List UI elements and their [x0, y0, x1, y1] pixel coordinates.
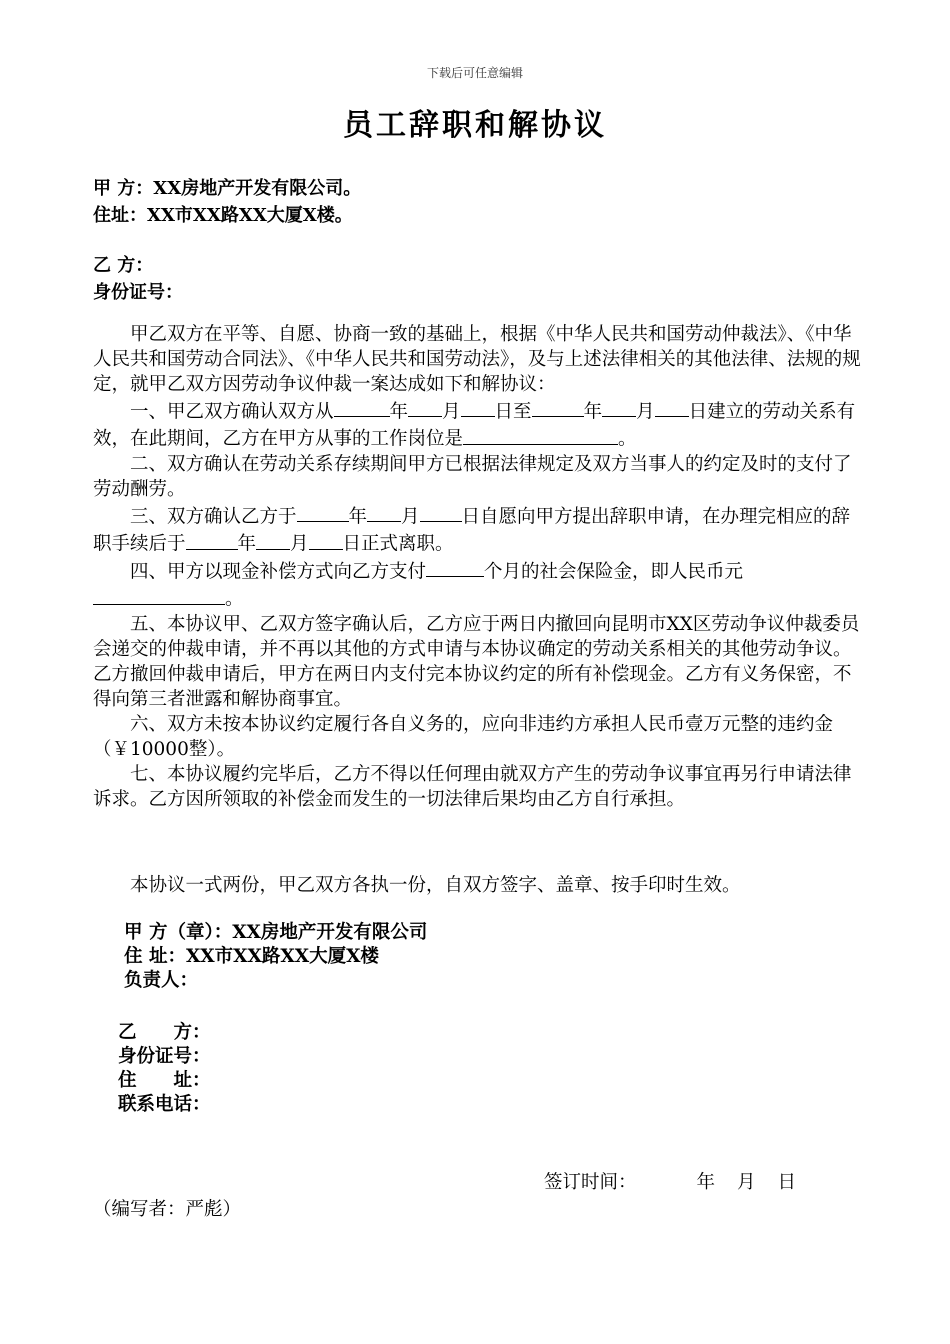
- clause-7: 七、本协议履约完毕后，乙方不得以任何理由就双方产生的劳动争议事宜再另行申请法律诉求。乙方因所领取的补偿金而发生的一切法律后果均由乙方自行承担。: [93, 763, 852, 810]
- document-title: 员工辞职和解协议: [343, 108, 607, 143]
- clause-4: 四、甲方以现金补偿方式向乙方支付 个月的社会保险金，即人民币元。: [93, 557, 863, 612]
- clause-5: 五、本协议甲、乙双方签字确认后，乙方应于两日内撤回向昆明市XX区劳动争议仲裁委员会递交的仲裁申请，并不再以其他的方式申请与本协议确定的劳动关系相关的其他劳动争议。乙方撤回仲裁申请后，甲方在两日内支付完本协议约定的所有补偿现金。乙方有义务保密，不得向第三者泄露和解协商事宜。: [93, 613, 860, 710]
- sig-b-address: 住 址：: [118, 1070, 211, 1091]
- party-a-address: 住址：XX市XX路XX大厦X楼。: [93, 205, 353, 226]
- signature-block-party-a: [124, 921, 427, 993]
- sign-date-label: 签订时间：: [544, 1172, 637, 1193]
- party-a-name: 甲 方：XX房地产开发有限公司。: [93, 178, 362, 199]
- signature-block-party-b: [118, 1021, 211, 1117]
- sig-a-party: 甲 方（章）：XX房地产开发有限公司: [124, 922, 428, 943]
- clause-2: 二、双方确认在劳动关系存续期间甲方已根据法律规定及双方当事人的约定及时的支付了劳动酬劳。: [93, 453, 852, 500]
- party-a-block: [93, 175, 361, 229]
- closing-statement: 本协议一式两份，甲乙双方各执一份，自双方签字、盖章、按手印时生效。: [130, 875, 741, 896]
- sig-b-phone: 联系电话：: [118, 1094, 211, 1115]
- clause-6: 六、双方未按本协议约定履行各自义务的，应向非违约方承担人民币壹万元整的违约金（￥10000整）。: [93, 713, 834, 760]
- sig-a-person: 负责人：: [124, 970, 199, 991]
- header-note: 下载后可任意编辑: [426, 66, 523, 80]
- sig-b-party: 乙 方：: [118, 1022, 211, 1043]
- clause-1: 一、甲乙双方确认双方从 年 月 日至 年 月 日建立的劳动关系有效，在此期间，乙方在甲方从事的工作岗位是 。: [93, 397, 863, 452]
- party-b-id: 身份证号：: [93, 282, 183, 303]
- sig-a-address: 住 址：XX市XX路XX大厦X楼: [124, 946, 379, 967]
- author-note: （编写者：严彪）: [93, 1199, 242, 1220]
- agreement-body: [93, 322, 863, 812]
- party-b-name: 乙 方：: [93, 255, 154, 276]
- intro-paragraph: 甲乙双方在平等、自愿、协商一致的基础上，根据《中华人民共和国劳动仲裁法》、《中华人民共和国劳动合同法》、《中华人民共和国劳动法》，及与上述法律相关的其他法律、法规的规定，就甲乙双方因劳动争议仲裁一案达成如下和解协议：: [93, 324, 861, 395]
- clause-3: 三、双方确认乙方于 年 月 日自愿向甲方提出辞职申请，在办理完相应的辞职手续后于 年 月 日正式离职。: [93, 502, 863, 557]
- sig-b-id: 身份证号：: [118, 1046, 211, 1067]
- party-b-block: [93, 252, 183, 306]
- sign-date: 签订时间： 年 月 日: [544, 1172, 797, 1193]
